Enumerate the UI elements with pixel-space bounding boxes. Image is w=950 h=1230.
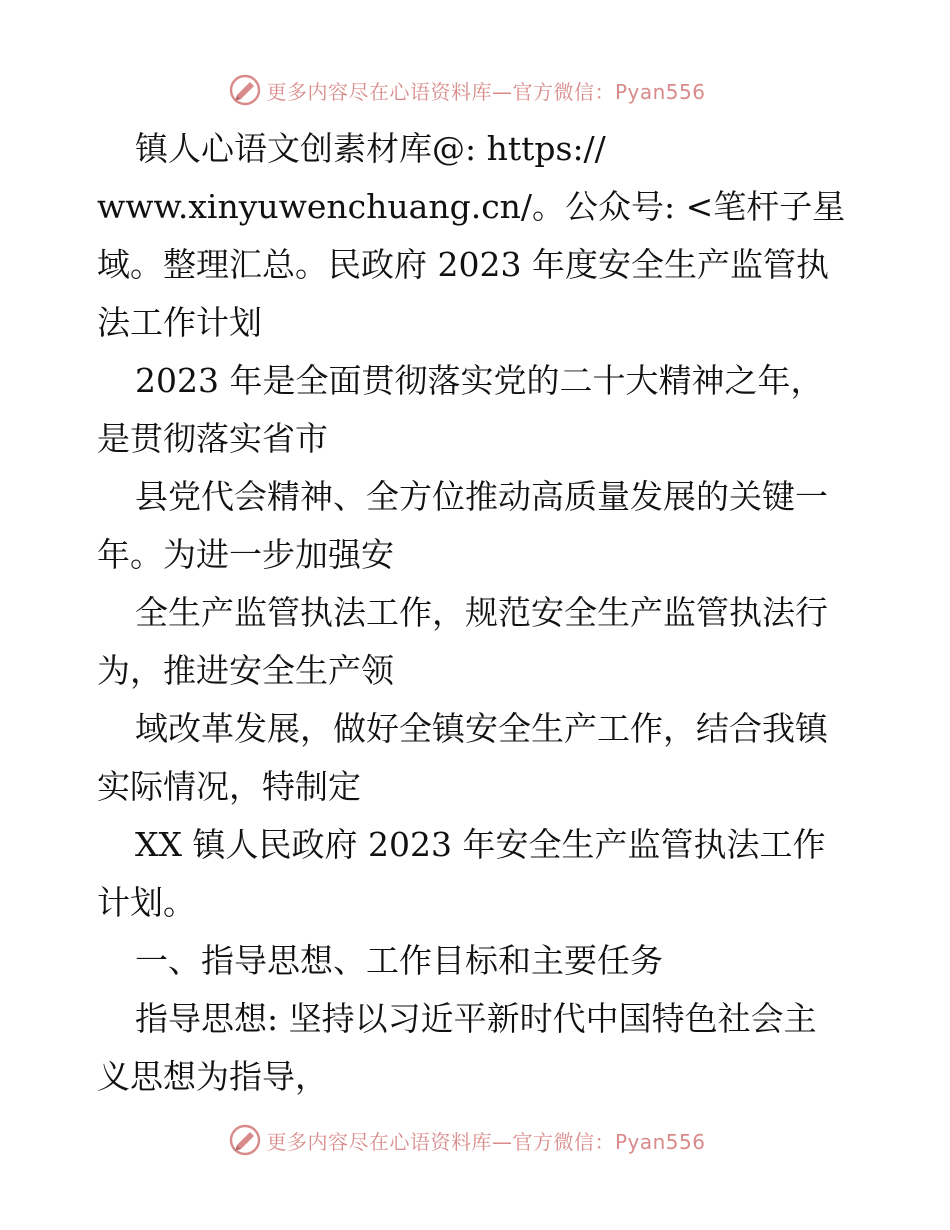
text-line: 一、指导思想、工作目标和主要任务 — [135, 941, 663, 980]
text-line: 法工作计划 — [97, 303, 262, 342]
text-line: www.xinyuwenchuang.cn/。公众号: <笔杆子星 — [97, 187, 846, 226]
header-watermark-text: 更多内容尽在心语资料库—官方微信：Pyan556 — [266, 79, 706, 104]
text-line: XX 镇人民政府 2023 年安全生产监管执法工作 — [135, 825, 826, 864]
text-line: 计划。 — [97, 883, 196, 922]
text-line: 2023 年是全面贯彻落实党的二十大精神之年， — [135, 361, 824, 400]
text-line: 域改革发展，做好全镇安全生产工作，结合我镇 — [135, 709, 828, 748]
pen-logo-icon — [228, 73, 262, 107]
document-body — [97, 120, 857, 1106]
text-line: 义思想为指导， — [97, 1057, 328, 1096]
footer-watermark-text: 更多内容尽在心语资料库—官方微信：Pyan556 — [266, 1129, 706, 1154]
text-line: 实际情况，特制定 — [97, 767, 361, 806]
text-line: 域。整理汇总。民政府 2023 年度安全生产监管执 — [97, 245, 829, 284]
text-line: 全生产监管执法工作，规范安全生产监管执法行 — [135, 593, 828, 632]
text-line: 为，推进安全生产领 — [97, 651, 394, 690]
text-line: 指导思想: 坚持以习近平新时代中国特色社会主 — [135, 999, 817, 1038]
text-line: 是贯彻落实省市 — [97, 419, 328, 458]
text-line: 镇人心语文创素材库@: https:// — [135, 129, 606, 168]
text-line: 年。为进一步加强安 — [97, 535, 394, 574]
text-line: 县党代会精神、全方位推动高质量发展的关键一 — [135, 477, 828, 516]
header-watermark-banner — [0, 70, 950, 110]
pen-logo-icon — [228, 1123, 262, 1157]
footer-watermark-banner — [0, 1120, 950, 1160]
